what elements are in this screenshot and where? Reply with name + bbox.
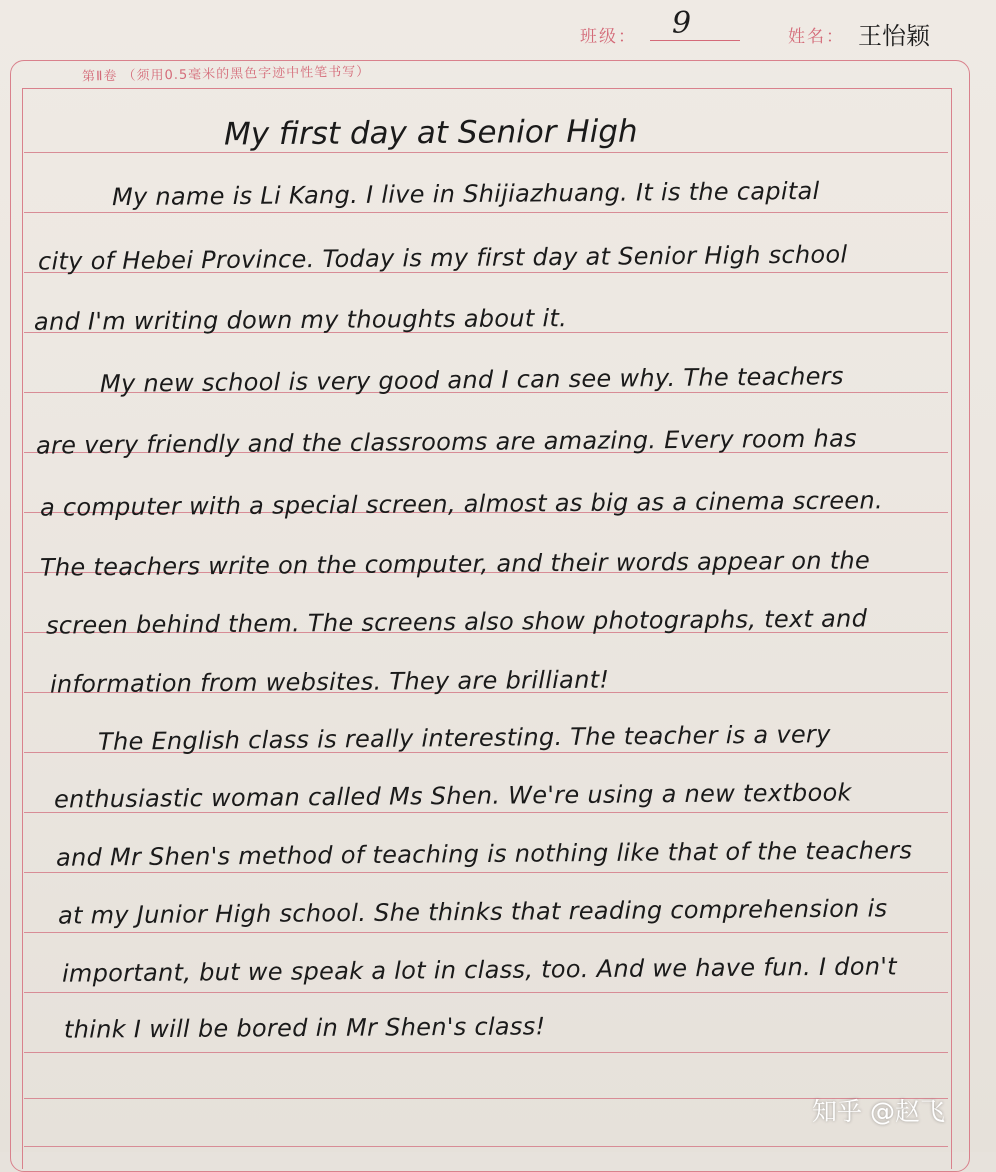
essay-line: and Mr Shen's method of teaching is nothing like that of the teachers (55, 836, 913, 872)
essay-line: information from websites. They are brilliant! (49, 665, 610, 699)
name-label: 姓名： (788, 27, 845, 47)
ruled-line (24, 1146, 948, 1147)
ruled-line (24, 212, 948, 213)
watermark: 知乎 @赵飞 (812, 1097, 945, 1126)
essay-line: city of Hebei Province. Today is my first day at Senior High school (37, 240, 848, 276)
ruled-line (24, 872, 948, 873)
class-value: 9 (672, 6, 692, 41)
essay-line: My new school is very good and I can see why. The teachers (99, 362, 844, 398)
ruled-line (24, 152, 948, 153)
essay-line: and I'm writing down my thoughts about it. (33, 304, 568, 336)
essay-line: think I will be bored in Mr Shen's class! (63, 1012, 546, 1044)
essay-line: The teachers write on the computer, and their words appear on the (39, 546, 871, 582)
essay-line: screen behind them. The screens also show photographs, text and (45, 604, 868, 640)
essay-line: important, but we speak a lot in class, too. And we have fun. I don't (61, 952, 897, 988)
name-value: 王怡颖 (858, 22, 930, 50)
ruled-line (24, 1098, 948, 1099)
essay-title: My first day at Senior High (223, 113, 638, 153)
essay-line: My name is Li Kang. I live in Shijiazhuang. It is the capital (111, 176, 820, 212)
class-label: 班级： (580, 27, 637, 47)
essay-line: at my Junior High school. She thinks that reading comprehension is (57, 894, 888, 930)
essay-line: The English class is really interesting. The teacher is a very (97, 720, 831, 756)
section-label: 第Ⅱ卷 （须用0.5毫米的黑色字迹中性笔书写） (81, 64, 371, 85)
essay-line: a computer with a special screen, almost as big as a cinema screen. (39, 486, 883, 522)
essay-line: enthusiastic woman called Ms Shen. We're using a new textbook (53, 778, 852, 814)
ruled-line (24, 992, 948, 993)
class-underline (650, 40, 740, 41)
ruled-line (24, 1052, 948, 1053)
ruled-line (24, 932, 948, 933)
essay-line: are very friendly and the classrooms are amazing. Every room has (35, 424, 857, 460)
